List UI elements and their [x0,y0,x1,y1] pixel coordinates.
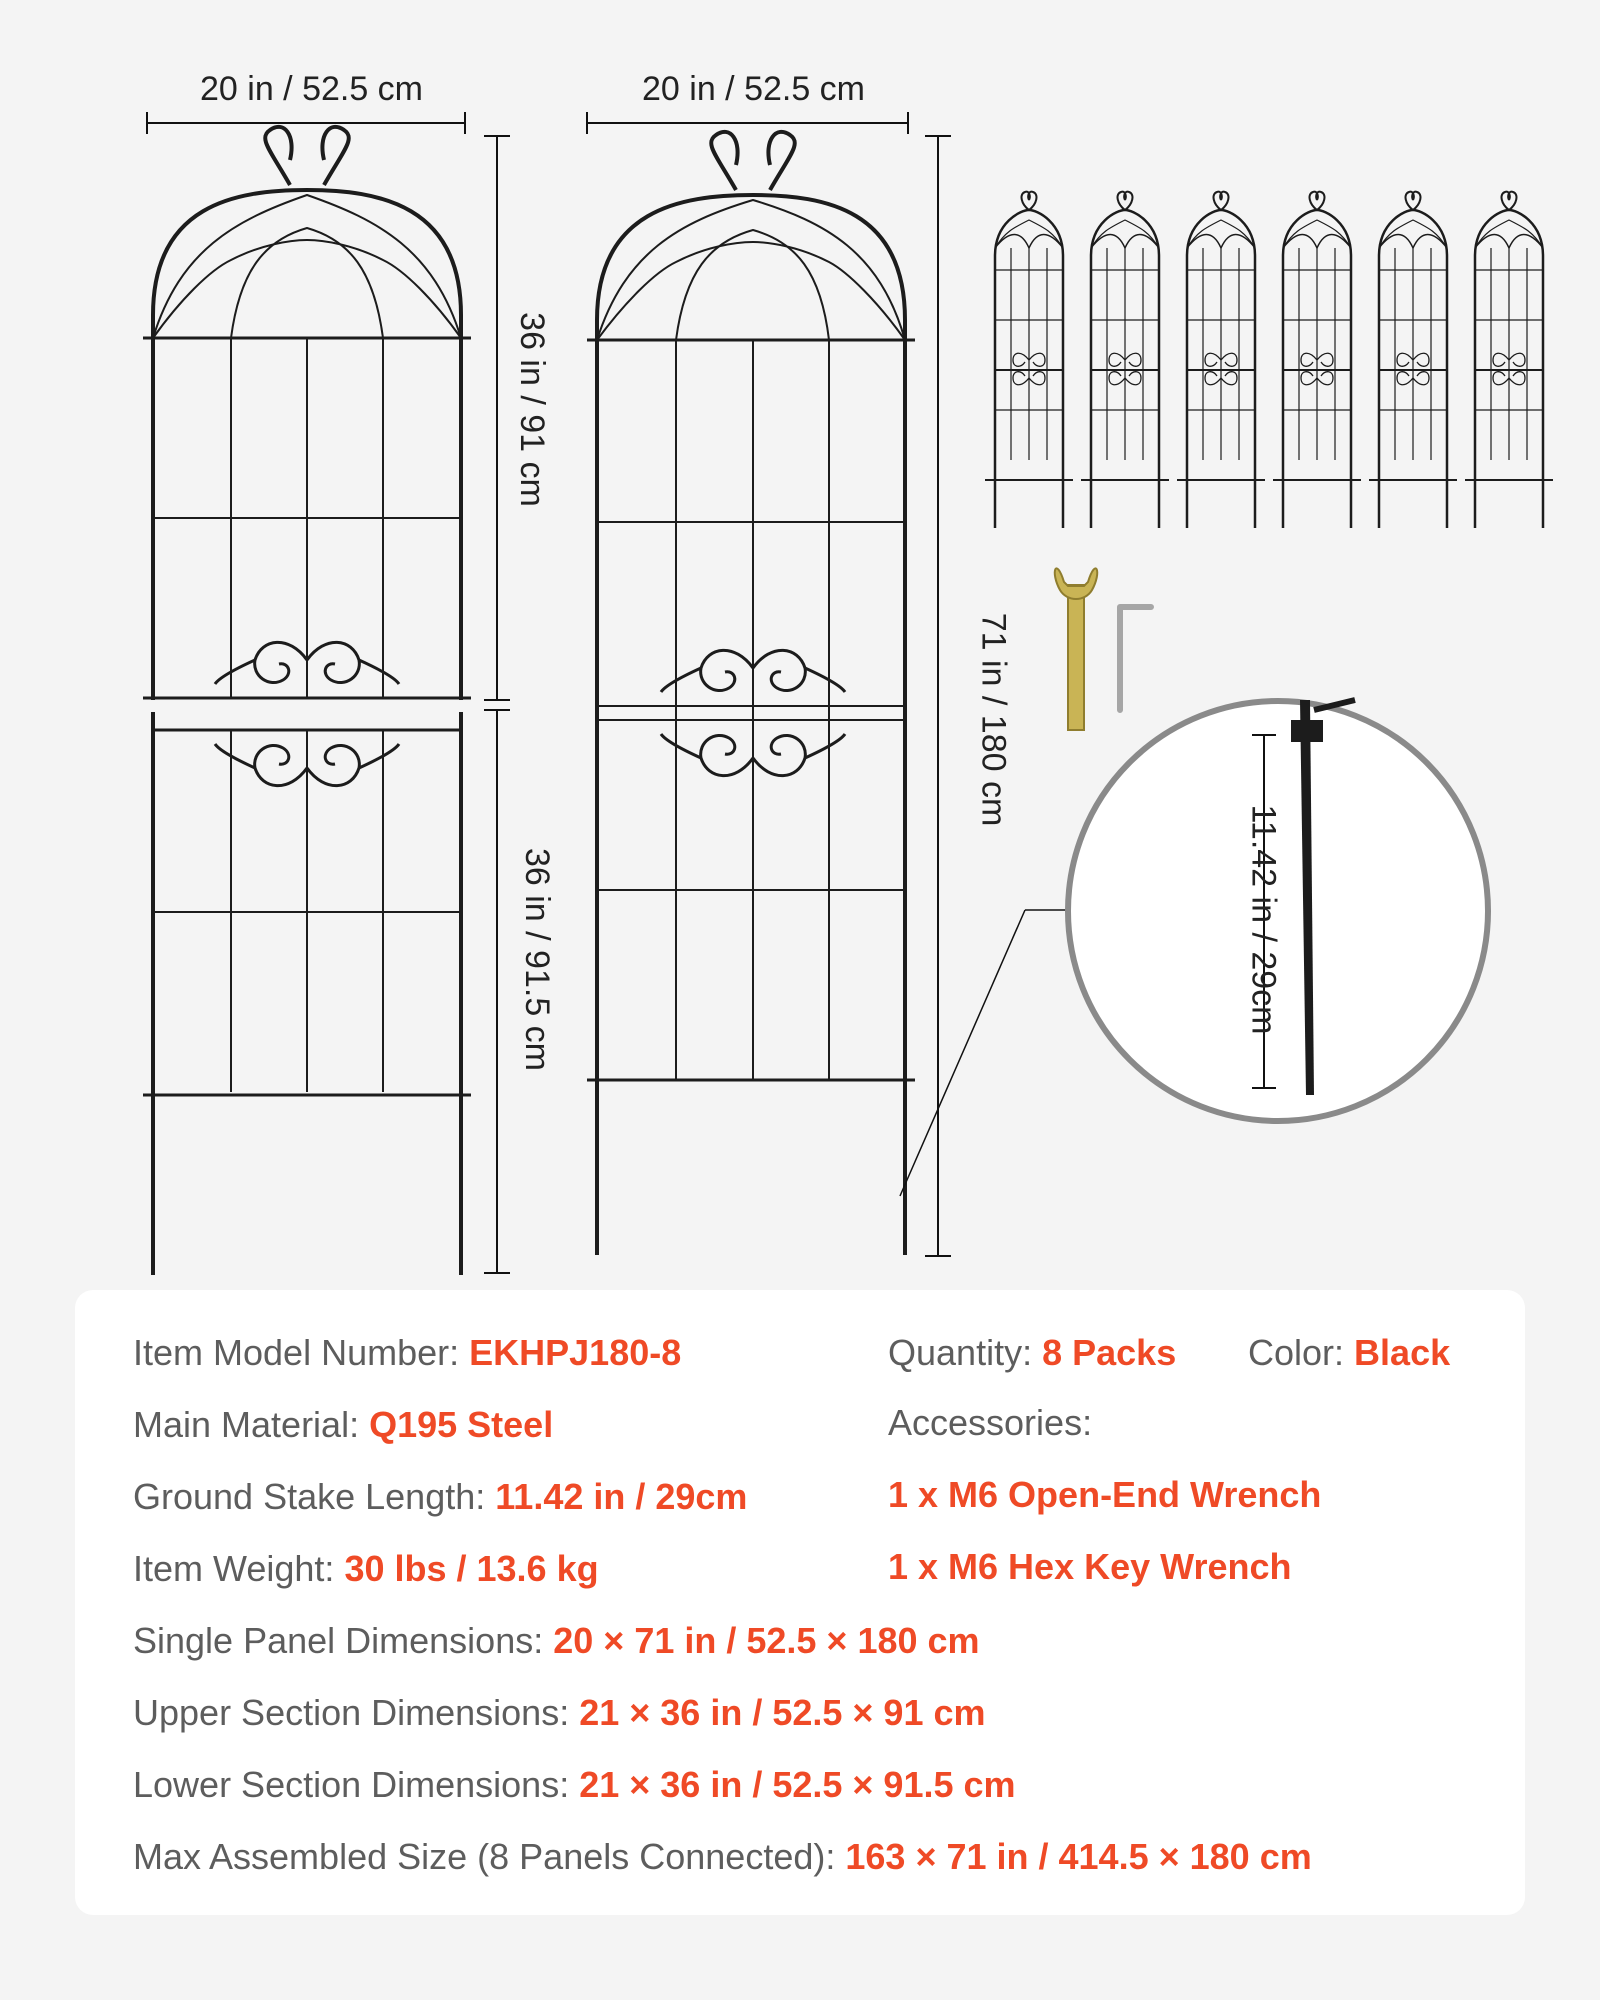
color-value: Black [1354,1332,1451,1373]
color-row [1248,1332,1451,1373]
middle-width-label: 20 in / 52.5 cm [642,70,866,108]
lower-section-label: Lower Section Dimensions: [133,1764,570,1805]
specification-panel [75,1290,1525,1915]
color-label: Color: [1248,1332,1345,1373]
quantity-value: 8 Packs [1042,1332,1177,1373]
item-model-value: EKHPJ180-8 [469,1332,682,1373]
upper-section-row [133,1692,986,1733]
quantity-label: Quantity: [888,1332,1033,1373]
ground-stake-row [133,1476,748,1517]
single-panel-value: 20 × 71 in / 52.5 × 180 cm [553,1620,980,1661]
upper-height-label: 36 in / 91 cm [512,312,551,507]
item-weight-value: 30 lbs / 13.6 kg [344,1548,599,1589]
single-panel-label: Single Panel Dimensions: [133,1620,544,1661]
upper-section-panel [143,127,471,700]
quantity-row [888,1332,1177,1373]
item-weight-row [133,1548,599,1589]
lower-section-row [133,1764,1016,1805]
total-height-label: 71 in / 180 cm [974,612,1013,827]
single-panel-row [133,1620,980,1661]
lower-section-panel [143,712,471,1275]
main-material-value: Q195 Steel [369,1404,554,1445]
stake-length-label: 11.42 in / 29cm [1244,804,1283,1035]
main-material-row [133,1404,554,1445]
ground-stake-label: Ground Stake Length: [133,1476,486,1517]
accessories-label: Accessories: [888,1402,1093,1443]
max-assembled-row [133,1836,1312,1877]
assembled-panel [587,132,915,1255]
accessory-item-hex-key-wrench [888,1546,1292,1587]
middle-dimension-lines [587,112,951,1256]
ground-stake-value: 11.42 in / 29cm [495,1476,748,1517]
accessory-hex-key-wrench-text: 1 x M6 Hex Key Wrench [888,1546,1292,1587]
upper-section-value: 21 × 36 in / 52.5 × 91 cm [579,1692,986,1733]
accessory-item-open-end-wrench [888,1474,1322,1515]
item-model-row [133,1332,682,1373]
max-assembled-label: Max Assembled Size (8 Panels Connected): [133,1836,836,1877]
left-dimension-lines [147,112,510,1273]
item-weight-label: Item Weight: [133,1548,335,1589]
hex-key-wrench-icon [1120,607,1151,710]
main-material-label: Main Material: [133,1404,360,1445]
lower-section-value: 21 × 36 in / 52.5 × 91.5 cm [579,1764,1016,1805]
open-end-wrench-icon [1055,568,1097,730]
item-model-label: Item Model Number: [133,1332,460,1373]
accessory-open-end-wrench-text: 1 x M6 Open-End Wrench [888,1474,1322,1515]
lower-height-label: 36 in / 91.5 cm [518,847,557,1072]
left-width-label: 20 in / 52.5 cm [200,70,424,108]
upper-section-label: Upper Section Dimensions: [133,1692,570,1733]
max-assembled-value: 163 × 71 in / 414.5 × 180 cm [845,1836,1312,1877]
fence-row-illustration [985,192,1553,528]
accessories-row [888,1402,1093,1443]
